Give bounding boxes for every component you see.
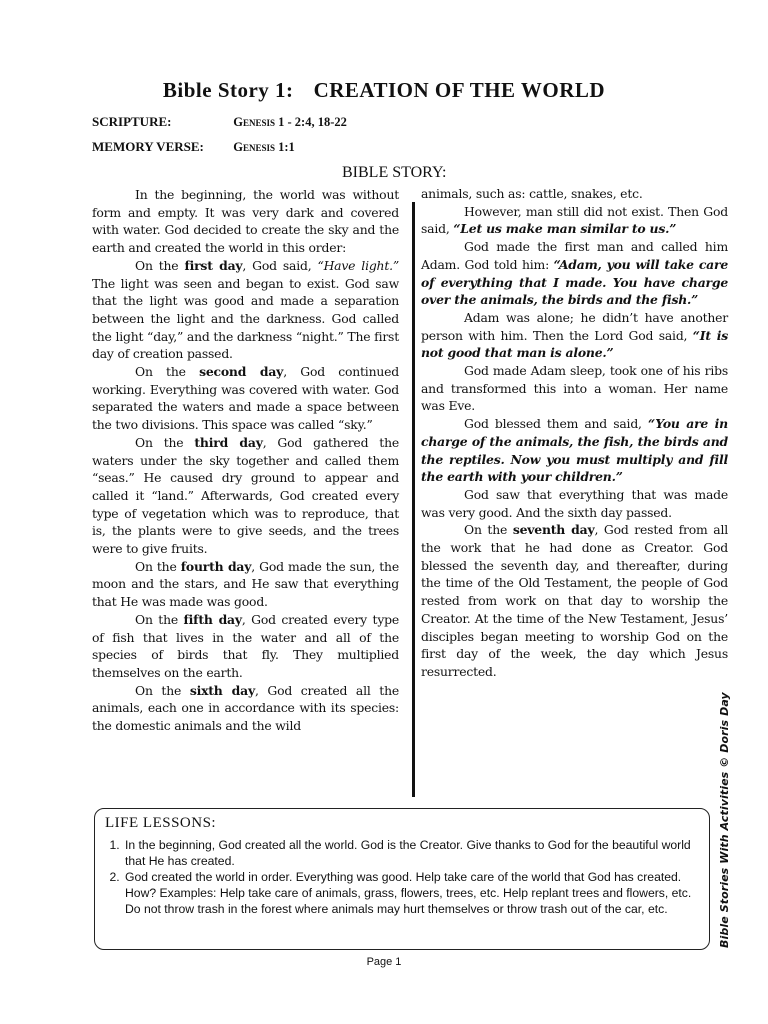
story-text: Adam was alone; he didn’t have another person with him. Then the Lord God said, <box>421 309 728 343</box>
life-lessons-box <box>94 808 710 950</box>
story-text: animals, such as: cattle, snakes, etc. <box>421 186 643 201</box>
story-text: God made Adam sleep, took one of his ribs and transformed this into a woman. Her name was Eve. <box>421 363 728 414</box>
story-text: God made the first man and called him Adam. God told him: <box>421 239 728 272</box>
story-text: On the <box>135 364 200 380</box>
story-right-column <box>421 185 728 681</box>
story-paragraph <box>421 362 728 415</box>
emphasis-text: third day <box>194 434 263 450</box>
emphasis-text: seventh day <box>512 522 595 538</box>
emphasis-text: “It is not good that man is alone.” <box>421 327 728 361</box>
page-number: Page 1 <box>366 956 402 968</box>
life-lesson-item: 2. God created the world in order. Everything was good. Help take care of the world that God has created. How? Examples: Help take care of animals, grass, flowers, trees, etc. Help replant trees and flowers, etc. Do not throw trash in the forest where animals may hurt themselves or throw trash out of the car, etc. <box>123 869 701 917</box>
memory-verse-label: MEMORY VERSE: <box>92 139 204 154</box>
story-paragraph <box>92 257 399 363</box>
life-lesson-item: 1. In the beginning, God created all the world. God is the Creator. Give thanks to God for the beautiful world that He has created. <box>123 837 701 869</box>
life-lessons-heading: LIFE LESSONS: <box>105 815 217 831</box>
side-credit: Bible Stories With Activities © Doris Day <box>718 692 731 948</box>
scripture-book: Genesis <box>233 115 275 129</box>
scripture-label: SCRIPTURE: <box>92 114 172 129</box>
story-text: God saw that everything that was made was very good. And the sixth day passed. <box>421 486 728 520</box>
emphasis-text: “Adam, you will take care of everything that I made. You have charge over the animals, the birds and the fish.” <box>421 256 729 308</box>
story-paragraph <box>421 203 728 238</box>
story-text: , God said, <box>242 257 318 273</box>
story-text: On the <box>135 682 190 698</box>
story-paragraph <box>421 185 728 203</box>
story-text: On the <box>135 257 185 273</box>
scripture-ref: 1 - 2:4, 18-22 <box>278 115 347 129</box>
memory-verse-line <box>92 139 295 155</box>
story-text: , God made the sun, the moon and the stars, and He saw that everything that He was made was good. <box>92 558 399 610</box>
story-heading: BIBLE STORY: <box>342 164 447 181</box>
memory-verse-book: Genesis <box>233 140 275 154</box>
story-text: , God created every type of fish that lives in the water and all of the species of birds that fly. They multiplied themselves on the earth. <box>92 611 399 680</box>
title-story-name: CREATION OF THE WORLD <box>313 78 606 102</box>
story-text: In the beginning, the world was without form and empty. It was very dark and covered with water. God decided to create the sky and the earth and created the world in this order: <box>92 187 399 256</box>
emphasis-text: sixth day <box>189 682 255 698</box>
emphasis-text: “You are in charge of the animals, the fish, the birds and the reptiles. Now you must multiply and fill the earth with your children.” <box>421 416 728 485</box>
story-text: , God gathered the waters under the sky together and called them “seas.” He caused dry ground to appear and called it “land.” Afterwards, God created every type of vegetation which was to reproduce, that is, the plants were to give seeds, and the trees were to give fruits. <box>92 434 399 557</box>
story-paragraph <box>421 415 728 486</box>
story-paragraph <box>421 486 728 521</box>
title-story-number: Bible Story 1: <box>162 78 294 102</box>
story-paragraph <box>92 186 399 257</box>
column-divider <box>412 202 415 797</box>
story-text: , God rested from all the work that he had done as Creator. God blessed the seventh day, and thereafter, during the time of the Old Testament, the people of God rested from work on that day to worship the Creator. At the time of the New Testament, Jesus’ disciples began meeting to worship God on the first day of the week, the day which Jesus resurrected. <box>421 522 728 679</box>
story-text: On the <box>135 611 184 627</box>
story-paragraph <box>92 558 399 611</box>
story-text: , God continued working. Everything was covered with water. God separated the waters and made a space between the two divisions. This space was called “sky.” <box>92 364 399 433</box>
page-title <box>0 78 768 103</box>
emphasis-text: fourth day <box>180 558 252 574</box>
story-paragraph <box>421 238 728 309</box>
story-paragraph <box>421 521 728 680</box>
scripture-line <box>92 114 347 130</box>
story-text: However, man still did not exist. Then God said, <box>421 203 728 237</box>
story-left-column <box>92 186 399 735</box>
memory-verse-ref: 1:1 <box>278 140 295 154</box>
emphasis-text: “Have light.” <box>317 257 399 273</box>
story-paragraph <box>92 682 399 735</box>
story-paragraph <box>92 611 399 682</box>
story-text: On the <box>464 522 513 538</box>
story-text: The light was seen and began to exist. God saw that the light was good and made a separation between the light and the darkness. God called the light “day,” and the darkness “night.” The first day of creation passed. <box>92 275 399 362</box>
story-text: On the <box>135 434 195 450</box>
story-paragraph <box>92 434 399 558</box>
emphasis-text: second day <box>199 364 284 380</box>
story-text: On the <box>135 558 181 574</box>
story-paragraph <box>421 309 728 362</box>
story-paragraph <box>92 363 399 434</box>
emphasis-text: fifth day <box>183 611 242 627</box>
emphasis-text: first day <box>184 257 243 273</box>
emphasis-text: “Let us make man similar to us.” <box>453 221 677 237</box>
story-text: , God created all the animals, each one in accordance with its species: the domestic animals and the wild <box>92 682 399 734</box>
story-text: God blessed them and said, <box>464 416 648 432</box>
